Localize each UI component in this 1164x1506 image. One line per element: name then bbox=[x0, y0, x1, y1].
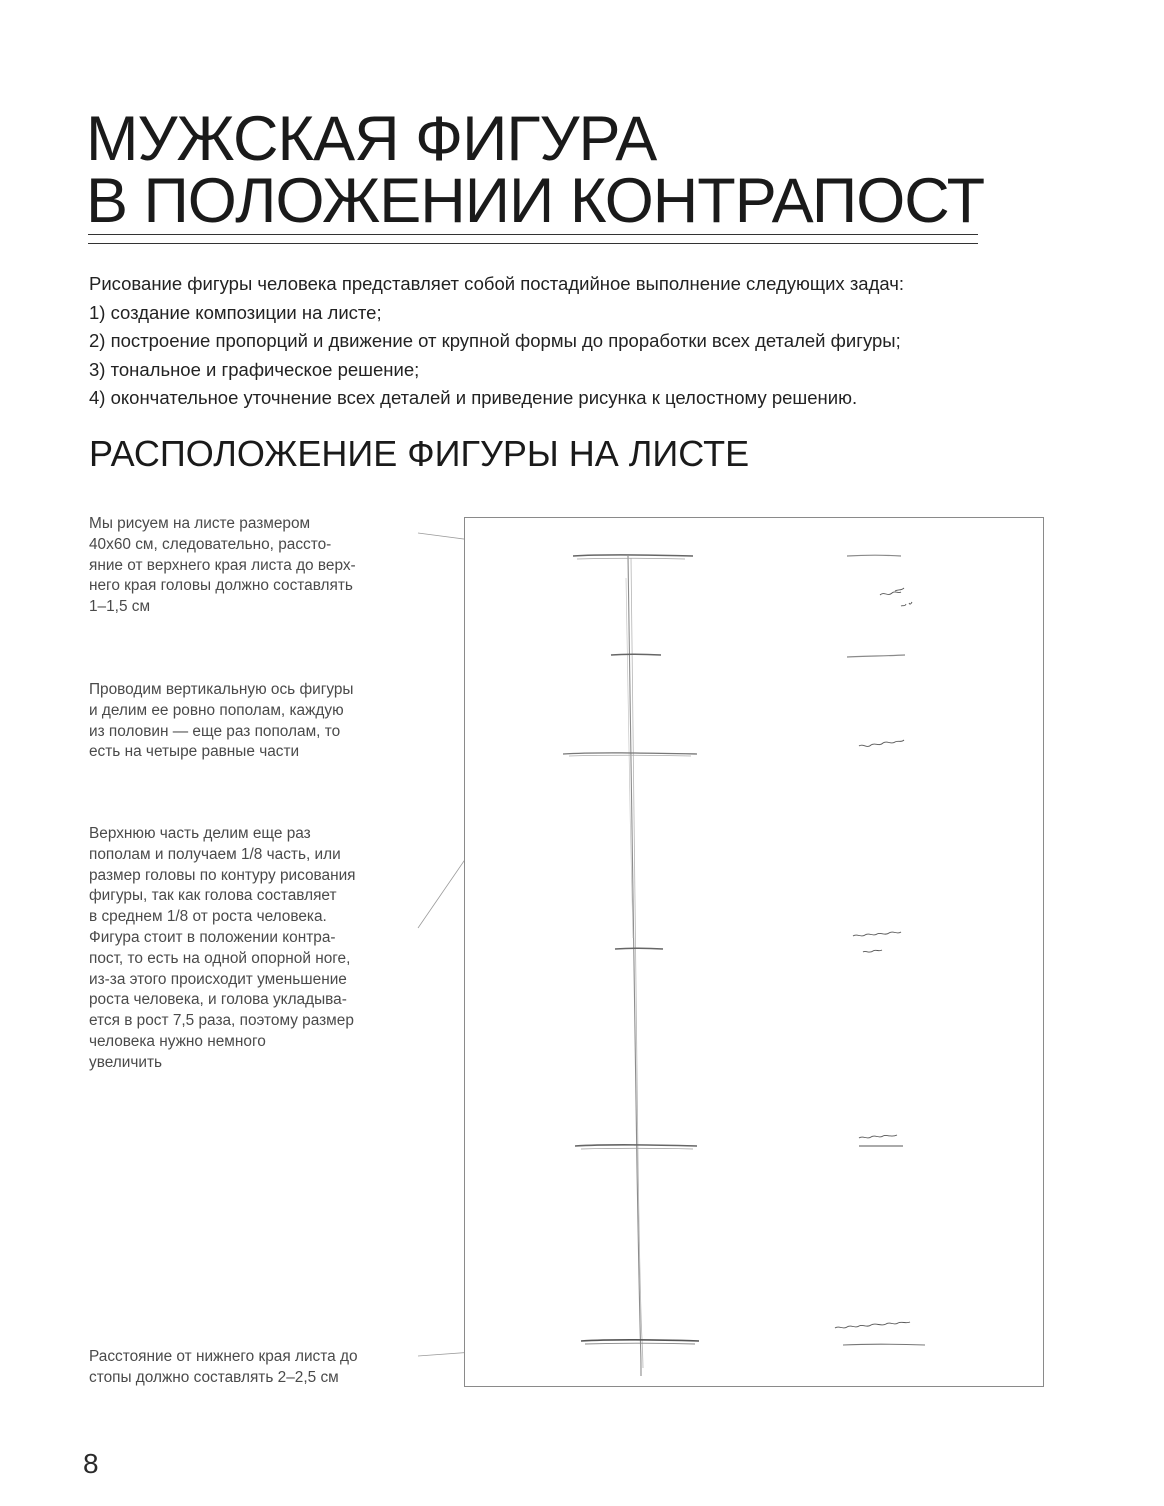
sketch-drawing bbox=[465, 518, 1045, 1388]
note-bottom-margin: Расстояние от нижнего края листа до стопы должно составлять 2–2,5 см bbox=[89, 1348, 358, 1386]
note-head-proportion: Верхнюю часть делим еще раз пополам и получаем 1/8 часть, или размер головы по контуру рисования фигуры, так как голова составляет в среднем 1/8 от роста человека. Фигура стоит в положении контра- пост, то есть на одной опорной ноге, из-за этого происходит уменьшение роста человека, и голова укладыва- ется в рост 7,5 раза, поэтому размер человека нужно немного увеличить bbox=[89, 825, 356, 1071]
note-vertical-axis: Проводим вертикальную ось фигуры и делим ее ровно пополам, каждую из половин — еще раз пополам, то есть на четыре равные части bbox=[89, 681, 354, 761]
sketch-mark-head bbox=[611, 654, 661, 655]
sketch-mark-top bbox=[573, 555, 693, 556]
handwritten-note-head bbox=[880, 588, 912, 606]
intro-step-2: 2) построение пропорций и движение от крупной формы до проработки всех деталей фигуры; bbox=[89, 330, 901, 351]
proportion-sketch bbox=[464, 517, 1044, 1387]
sketch-mark-knee bbox=[575, 1145, 697, 1146]
section-heading: РАСПОЛОЖЕНИЕ ФИГУРЫ НА ЛИСТЕ bbox=[89, 433, 750, 474]
sketch-vertical-axis-stroke-2 bbox=[631, 558, 643, 1368]
sketch-mark-chest bbox=[563, 753, 697, 754]
sketch-mark-middle bbox=[615, 948, 663, 949]
handwritten-note-middle bbox=[853, 932, 901, 952]
handwritten-note-knee bbox=[859, 1135, 903, 1146]
intro-lead: Рисование фигуры человека представляет собой постадийное выполнение следующих задач: bbox=[89, 273, 905, 294]
sketch-vertical-axis bbox=[628, 556, 641, 1376]
handwritten-note-chest bbox=[859, 740, 904, 746]
sketch-mark-chest-2 bbox=[569, 755, 691, 756]
intro-step-1: 1) создание композиции на листе; bbox=[89, 301, 382, 323]
page-title bbox=[86, 104, 985, 236]
sketch-right-mark-head bbox=[847, 655, 905, 657]
title-rule-bottom bbox=[88, 243, 978, 244]
page-number: 8 bbox=[83, 1448, 99, 1479]
page-title-line-1: МУЖСКАЯ ФИГУРА bbox=[86, 104, 657, 174]
intro-paragraph bbox=[89, 270, 1079, 413]
handwritten-note-foot bbox=[835, 1322, 910, 1328]
intro-step-3: 3) тональное и графическое решение; bbox=[89, 358, 420, 380]
page-title-line-2: В ПОЛОЖЕНИИ КОНТРАПОСТ bbox=[86, 166, 985, 236]
title-rule-top bbox=[88, 234, 978, 235]
note-top-margin: Мы рисуем на листе размером 40х60 см, следовательно, рассто- яние от верхнего края листа до верх- него края головы должно составлять 1–1,5 см bbox=[89, 515, 356, 616]
sketch-right-mark-feet bbox=[843, 1344, 925, 1345]
sketch-right-mark-top bbox=[847, 555, 901, 556]
intro-step-4: 4) окончательное уточнение всех деталей и приведение рисунка к целостному решению. bbox=[89, 387, 858, 408]
